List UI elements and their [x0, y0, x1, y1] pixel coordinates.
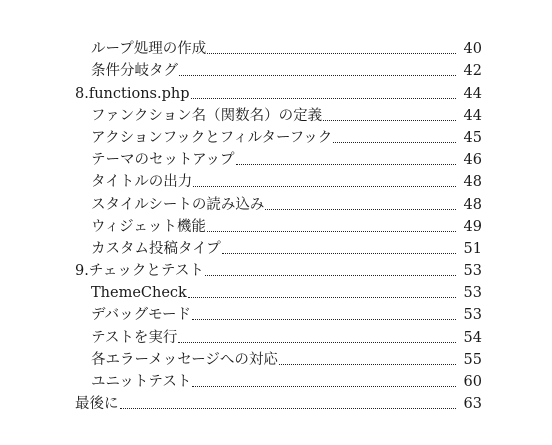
toc-entry[interactable] [0, 58, 552, 80]
toc-entry[interactable] [0, 302, 552, 324]
toc-dot-leader [222, 252, 456, 254]
toc-entry-title: テストを実行 [91, 329, 178, 346]
toc-page-number: 63 [463, 396, 482, 413]
toc-entry[interactable] [0, 258, 552, 280]
toc-dot-leader [205, 274, 456, 276]
toc-entry-title: 8.functions.php [75, 85, 190, 102]
toc-entry[interactable] [0, 391, 552, 413]
toc-dot-leader [191, 97, 457, 99]
toc-page-number: 53 [463, 285, 482, 302]
toc-page-number: 42 [463, 63, 482, 80]
toc-dot-leader [120, 407, 457, 409]
toc-entry-title: 条件分岐タグ [91, 63, 178, 80]
toc-page-number: 48 [463, 174, 482, 191]
toc-entry-title: ループ処理の作成 [91, 41, 207, 58]
toc-entry-title: 各エラーメッセージへの対応 [91, 351, 278, 368]
toc-entry[interactable] [0, 236, 552, 258]
toc-entry[interactable] [0, 191, 552, 213]
toc-entry[interactable] [0, 280, 552, 302]
toc-dot-leader [188, 296, 456, 298]
toc-entry-title: カスタム投稿タイプ [91, 240, 221, 257]
toc-page-number: 53 [463, 307, 482, 324]
toc-dot-leader [236, 163, 456, 165]
toc-entry-title: ウィジェット機能 [91, 218, 206, 235]
toc-page-number: 53 [463, 263, 482, 280]
table-of-contents [0, 36, 552, 413]
toc-entry[interactable] [0, 36, 552, 58]
toc-page-number: 54 [463, 329, 482, 346]
toc-dot-leader [179, 74, 456, 76]
toc-entry[interactable] [0, 169, 552, 191]
toc-page-number: 48 [463, 196, 482, 213]
toc-entry-title: テーマのセットアップ [91, 152, 235, 169]
toc-page-number: 40 [463, 41, 482, 58]
toc-entry-title: ThemeCheck [91, 285, 187, 302]
toc-entry-title: 最後に [75, 396, 119, 413]
toc-page-number: 60 [463, 374, 482, 390]
toc-dot-leader [192, 318, 456, 320]
toc-page-number: 44 [463, 107, 482, 124]
toc-entry[interactable] [0, 103, 552, 125]
toc-entry[interactable] [0, 80, 552, 102]
toc-page-number: 55 [463, 351, 482, 368]
toc-dot-leader [178, 341, 456, 343]
toc-page-number: 51 [463, 240, 482, 257]
toc-dot-leader [192, 385, 456, 387]
toc-entry-title: ファンクション名（関数名）の定義 [91, 107, 323, 124]
toc-page-number: 46 [463, 152, 482, 169]
toc-entry[interactable] [0, 347, 552, 369]
toc-entry[interactable] [0, 147, 552, 169]
toc-dot-leader [323, 119, 456, 121]
toc-entry-title: アクションフックとフィルターフック [91, 129, 333, 146]
toc-dot-leader [279, 363, 456, 365]
toc-entry[interactable] [0, 324, 552, 346]
toc-entry-title: スタイルシートの読み込み [91, 196, 265, 213]
toc-dot-leader [207, 52, 456, 54]
toc-page-number: 49 [463, 218, 482, 235]
toc-entry-title: ユニットテスト [91, 374, 192, 390]
toc-dot-leader [333, 141, 456, 143]
toc-entry-title: タイトルの出力 [91, 174, 193, 191]
toc-entry[interactable] [0, 125, 552, 147]
toc-page-number: 45 [463, 129, 482, 146]
toc-dot-leader [265, 208, 456, 210]
toc-entry[interactable] [0, 214, 552, 236]
toc-entry-title: デバッグモード [91, 307, 192, 324]
toc-dot-leader [193, 185, 456, 187]
toc-entry-title: 9.チェックとテスト [75, 263, 204, 280]
toc-dot-leader [207, 230, 456, 232]
toc-page-number: 44 [463, 85, 482, 102]
toc-entry[interactable] [0, 369, 552, 391]
